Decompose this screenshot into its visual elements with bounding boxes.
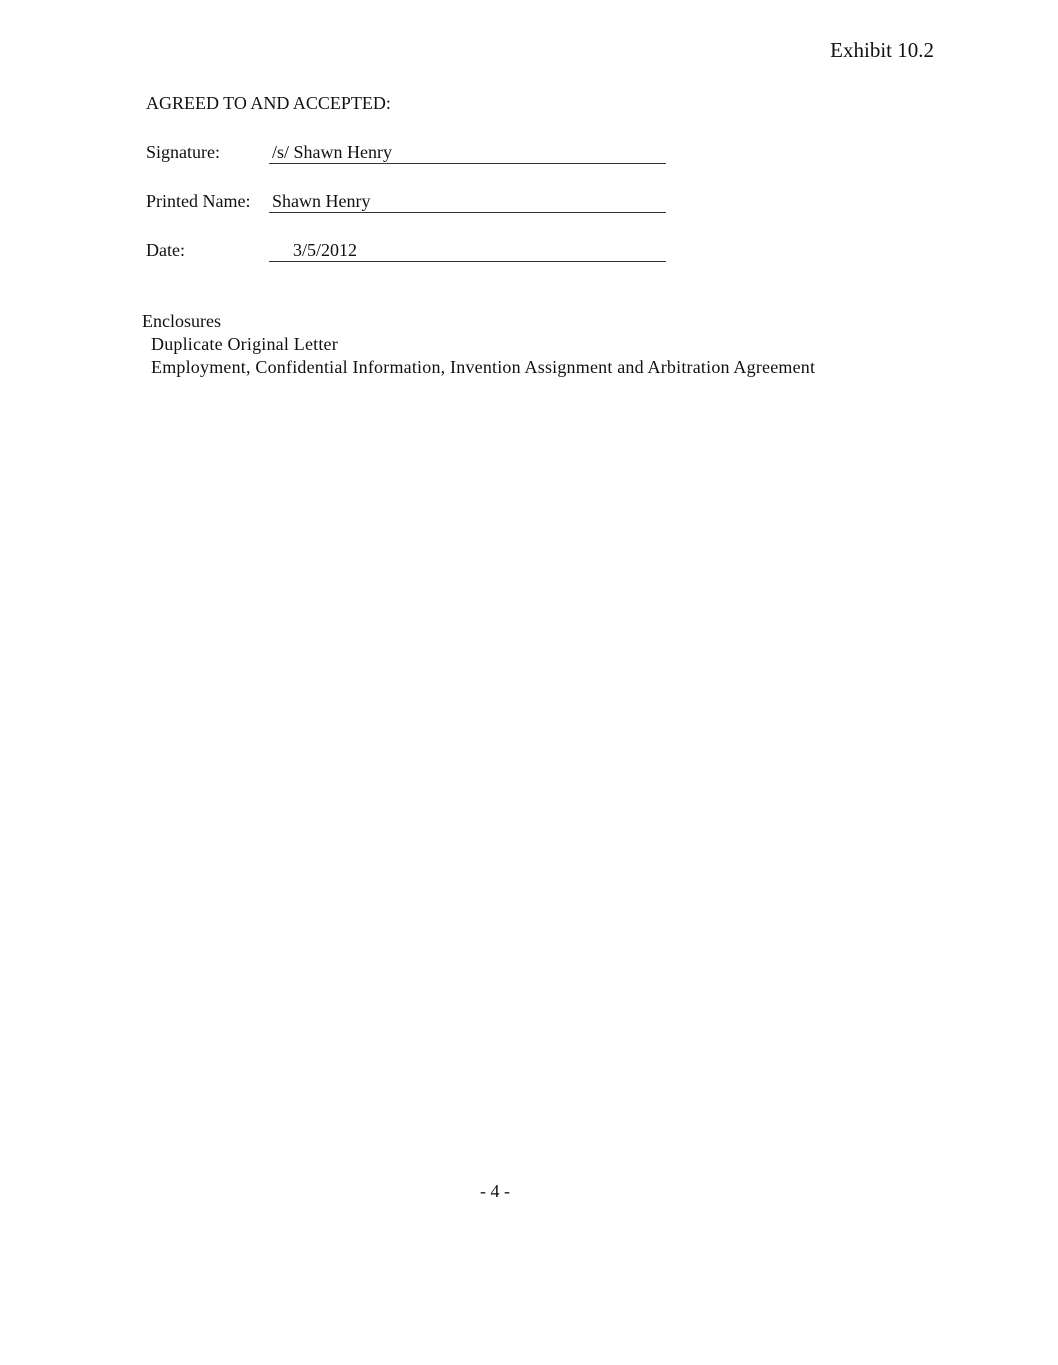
printed-name-label: Printed Name: <box>146 191 251 211</box>
signature-field <box>146 141 676 165</box>
printed-name-field <box>146 190 676 214</box>
printed-name-value: Shawn Henry <box>272 191 371 211</box>
signature-value: /s/ Shawn Henry <box>272 142 392 162</box>
signature-label: Signature: <box>146 142 220 162</box>
date-label: Date: <box>146 240 185 260</box>
acceptance-heading: AGREED TO AND ACCEPTED: <box>146 93 391 113</box>
enclosures-heading: Enclosures <box>142 311 221 331</box>
date-value: 3/5/2012 <box>293 240 358 260</box>
enclosure-item: Employment, Confidential Information, Invention Assignment and Arbitration Agreement <box>151 357 816 377</box>
exhibit-label: Exhibit 10.2 <box>830 38 934 62</box>
enclosure-item: Duplicate Original Letter <box>151 334 338 354</box>
date-field <box>146 239 676 263</box>
page-number: - 4 - <box>480 1181 510 1201</box>
